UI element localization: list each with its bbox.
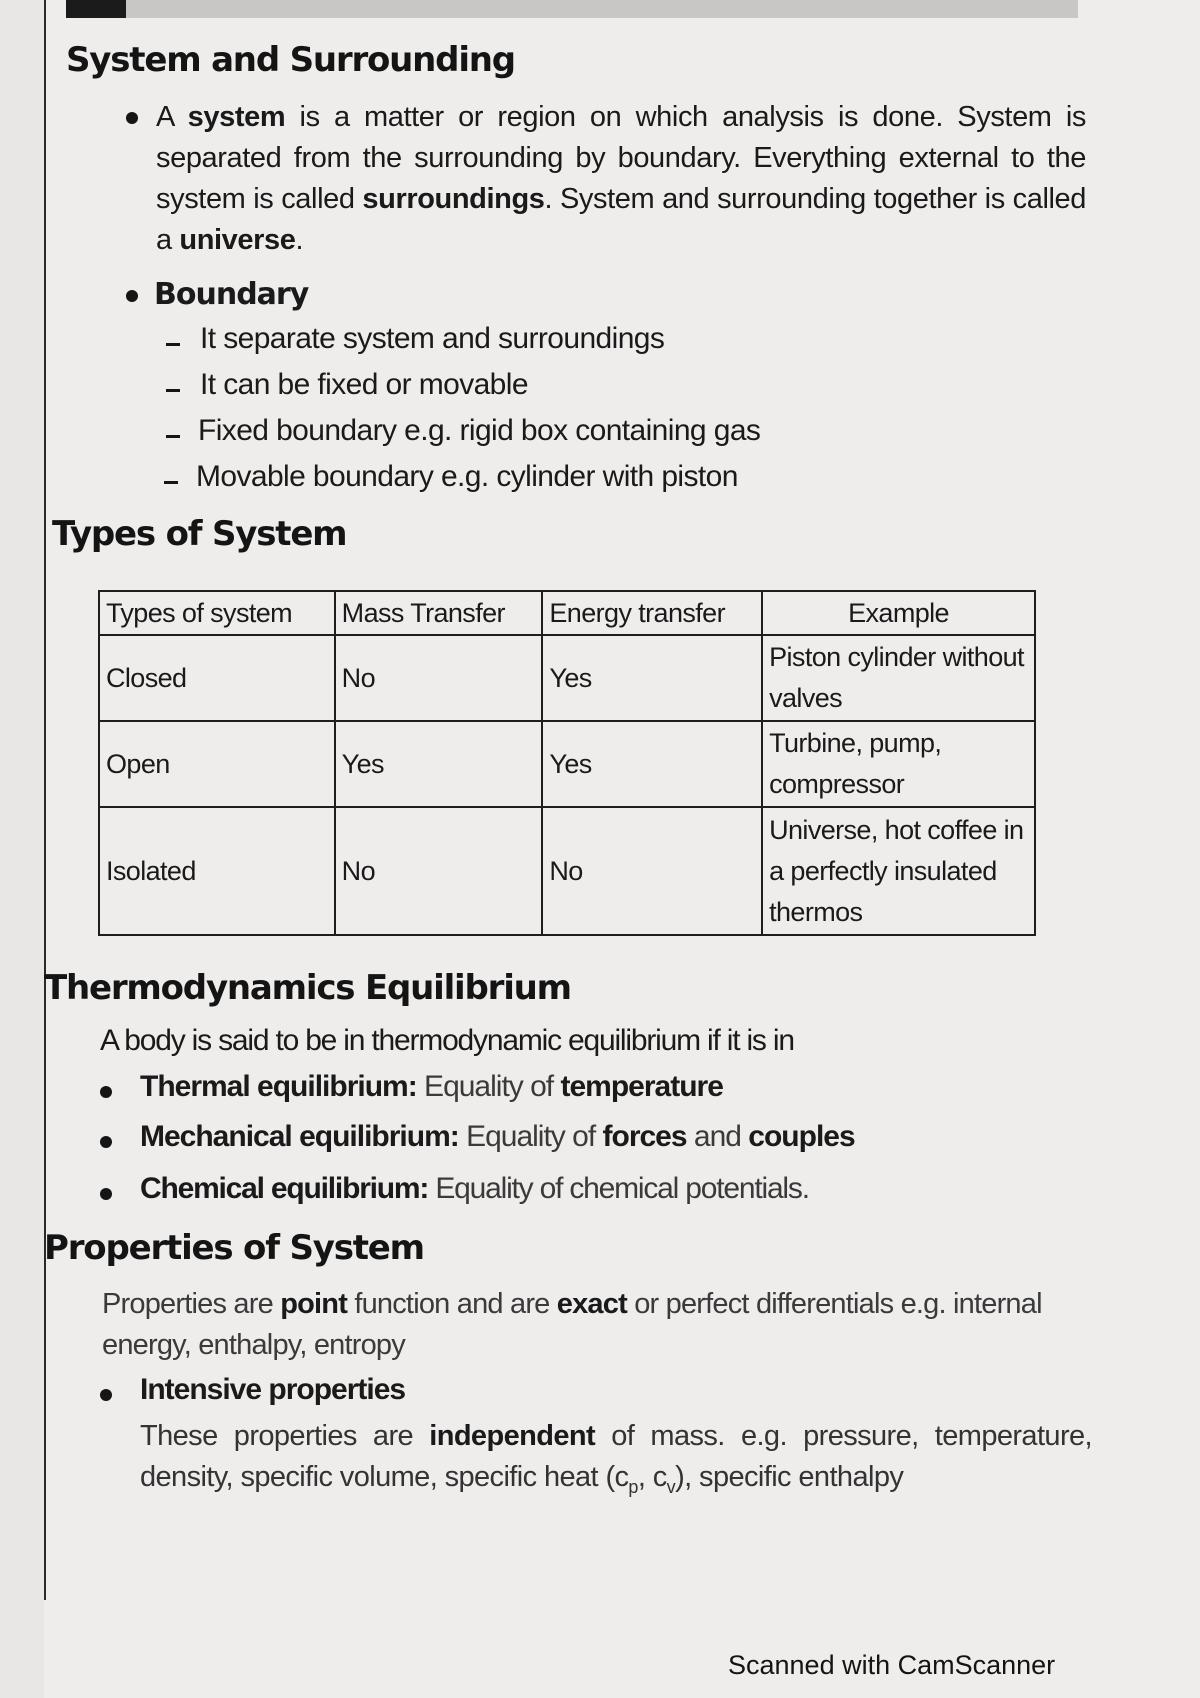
chapter-header-bar [66, 0, 1078, 18]
table-row [99, 721, 1035, 807]
equilibrium-item-chemical: Chemical equilibrium: Equality of chemical potentials. [140, 1172, 809, 1205]
page-edge-rule [44, 0, 46, 1600]
chapter-marker [66, 0, 126, 18]
table-cell: No [542, 807, 762, 935]
dash-marker [166, 435, 180, 438]
equilibrium-intro: A body is said to be in thermodynamic equilibrium if it is in [100, 1024, 794, 1057]
intensive-properties-text: These properties are independent of mass. e.g. pressure, temperature, density, specific volume, specific heat ($c_p$, $c_v$), specific enthalpy [140, 1420, 1092, 1497]
table-cell: Universe, hot coffee in a perfectly insulated thermos [762, 807, 1035, 935]
boundary-item: Fixed boundary e.g. rigid box containing gas [198, 414, 761, 447]
bullet-dot [100, 1389, 112, 1401]
boundary-label: Boundary [154, 277, 309, 312]
table-header-cell: Energy transfer [542, 591, 762, 635]
table-cell: Piston cylinder without valves [762, 635, 1035, 721]
table-cell: Yes [542, 721, 762, 807]
dash-marker [166, 389, 180, 392]
table-row [99, 635, 1035, 721]
table-cell: No [335, 635, 543, 721]
heading-properties-of-system: Properties of System [44, 1228, 424, 1268]
equilibrium-item-mechanical: Mechanical equilibrium: Equality of forces and couples [140, 1120, 855, 1153]
scanner-watermark: Scanned with CamScanner [728, 1650, 1056, 1680]
properties-definition: Properties are point function and are exact or perfect differentials e.g. internal energy, enthalpy, entropy [102, 1288, 1042, 1361]
table-cell: Yes [335, 721, 543, 807]
boundary-item: It can be fixed or movable [200, 368, 528, 401]
table-header-cell: Mass Transfer [335, 591, 543, 635]
table-row [99, 807, 1035, 935]
intensive-properties-label: Intensive properties [140, 1373, 406, 1406]
table-cell: Turbine, pump, compressor [762, 721, 1035, 807]
equilibrium-item-thermal: Thermal equilibrium: Equality of temperature [140, 1070, 723, 1103]
table-header-cell: Example [762, 591, 1035, 635]
boundary-item: Movable boundary e.g. cylinder with piston [196, 460, 738, 493]
heading-system-surrounding: System and Surrounding [66, 40, 515, 80]
types-of-system-table [98, 590, 1036, 936]
table-header-row [99, 591, 1035, 635]
table-cell: No [335, 807, 543, 935]
dash-marker [164, 481, 178, 484]
table-header-cell: Types of system [99, 591, 335, 635]
bullet-dot [100, 1188, 112, 1200]
table-cell: Open [99, 721, 335, 807]
system-definition: A system is a matter or region on which analysis is done. System is separated from the surrounding by boundary. Everything external to the system is called surroundings. System and surrounding together is called a universe. [156, 101, 1087, 256]
table-cell: Yes [542, 635, 762, 721]
bullet-dot [126, 290, 138, 302]
bullet-dot [100, 1086, 112, 1098]
bullet-dot [126, 112, 138, 124]
table-cell: Isolated [99, 807, 335, 935]
dash-marker [166, 343, 180, 346]
heading-thermodynamics-equilibrium: Thermodynamics Equilibrium [44, 968, 571, 1008]
boundary-item: It separate system and surroundings [200, 322, 665, 355]
table-cell: Closed [99, 635, 335, 721]
heading-types-of-system: Types of System [52, 514, 347, 554]
bullet-dot [100, 1136, 112, 1148]
